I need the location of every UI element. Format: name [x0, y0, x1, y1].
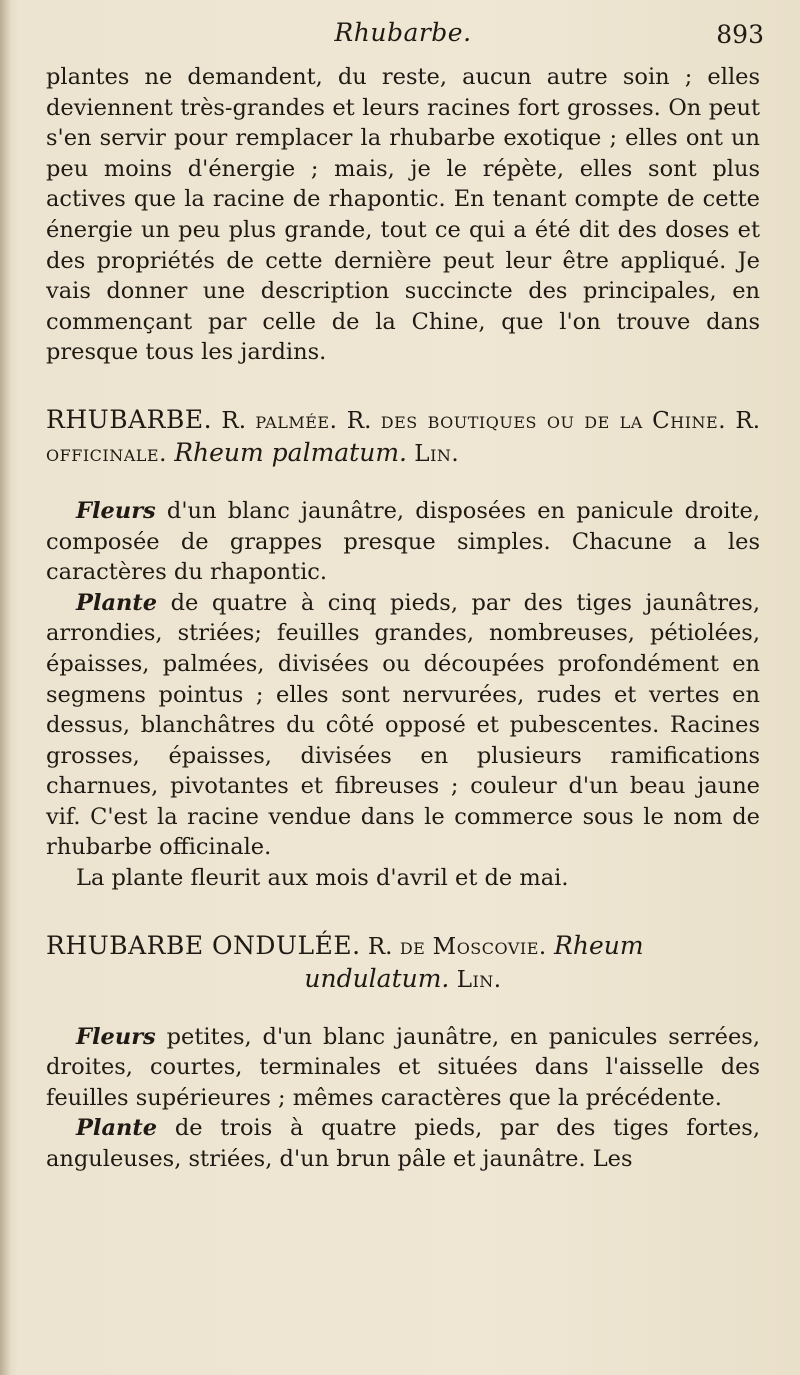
heading-latin-name: Rheum palmatum. — [174, 437, 407, 467]
fleurs-paragraph — [46, 1022, 760, 1114]
heading-abbrev: R. — [346, 407, 372, 434]
heading-title: RHUBARBE. — [46, 404, 213, 434]
plante-paragraph — [46, 588, 760, 863]
plante-paragraph — [46, 1113, 760, 1174]
fleurs-label: Fleurs — [76, 497, 156, 524]
heading-synonym: des boutiques ou de la — [380, 407, 643, 434]
page-body — [46, 62, 760, 1175]
section-heading-palmatum — [46, 404, 760, 470]
heading-abbrev: R. — [367, 933, 393, 960]
plante-text: de quatre à cinq pieds, par des tiges jaunâtres, arrondies, striées; feuilles grandes, nombreuses, pétiolées, épaisses, palmées, divisées ou découpées profondément en segmens pointus ; elles sont nervurées, rudes et vertes en dessus, blanchâtres du côté opposé et pubescentes. Racines grosses, épaisses, divisées en plusieurs ramifications charnues, pivotantes et fibreuses ; couleur d'un beau jaune vif. C'est la racine vendue dans le commerce sous le nom de rhubarbe officinale. — [46, 589, 761, 861]
plante-text: de trois à quatre pieds, par des tiges fortes, anguleuses, striées, d'un brun pâle et jaunâtre. Les — [46, 1115, 760, 1173]
heading-latin-name: undulatum. — [304, 963, 450, 993]
fleurs-paragraph — [46, 496, 760, 588]
page-edge — [0, 0, 10, 1375]
running-title: Rhubarbe. — [334, 18, 472, 47]
heading-synonym: palmée. — [255, 407, 338, 434]
plante-label: Plante — [76, 1115, 158, 1142]
heading-author: Lin. — [456, 966, 502, 993]
heading-synonym: de — [399, 933, 426, 960]
section-heading-undulatum — [46, 930, 760, 963]
intro-paragraph: plantes ne demandent, du reste, aucun autre soin ; elles deviennent très-grandes et leurs racines fort grosses. On peut s'en servir pour remplacer la rhubarbe exotique ; elles ont un peu moins d'énergie ; mais, je le répète, elles sont plus actives que la racine de rhapontic. En tenant compte de cette énergie un peu plus grande, tout ce qui a été dit des doses et des propriétés de cette dernière peut leur être appliqué. Je vais donner une description succincte des principales, en commençant par celle de la Chine, que l'on trouve dans presque tous les jardins. — [46, 64, 760, 366]
page-number: 893 — [716, 20, 764, 49]
fleurs-text: d'un blanc jaunâtre, disposées en panicule droite, composée de grappes presque simples. Chacune a les caractères du rhapontic. — [46, 497, 760, 586]
heading-synonym: Moscovie. — [432, 933, 547, 960]
heading-author: Lin. — [414, 440, 460, 467]
heading-synonym: Chine. — [652, 407, 727, 434]
fleurs-label: Fleurs — [76, 1023, 156, 1050]
heading-latin-name: Rheum — [554, 930, 644, 960]
heading-abbrev: R. — [735, 407, 761, 434]
heading-title: RHUBARBE ONDULÉE. — [46, 930, 361, 960]
fleurs-text: petites, d'un blanc jaunâtre, en panicules serrées, droites, courtes, terminales et situées dans l'aisselle des feuilles supérieures ; mêmes caractères que la précédente. — [46, 1023, 760, 1111]
heading-abbrev: R. — [221, 407, 247, 434]
plante-label: Plante — [76, 589, 158, 616]
page-header — [46, 18, 764, 58]
section-heading-undulatum-line2 — [46, 963, 760, 996]
heading-synonym: officinale. — [46, 440, 167, 467]
floraison-paragraph: La plante fleurit aux mois d'avril et de mai. — [76, 865, 569, 892]
